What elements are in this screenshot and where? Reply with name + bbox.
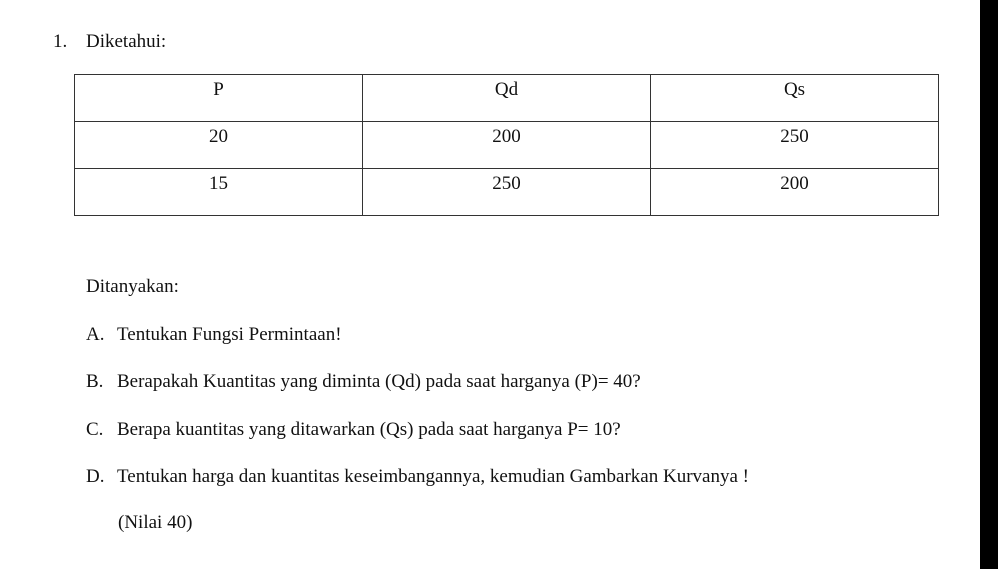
table-cell: 200 [363, 122, 651, 169]
table-cell: 20 [75, 122, 363, 169]
table-cell: 250 [363, 169, 651, 216]
list-item-b [86, 371, 641, 393]
list-item-a [86, 324, 342, 346]
given-label: Diketahui: [86, 31, 167, 52]
header-cell-qd: Qd [363, 75, 651, 122]
header-cell-p: P [75, 75, 363, 122]
question-number: 1. [53, 31, 68, 52]
price-quantity-table [74, 74, 939, 216]
list-item-c [86, 419, 621, 441]
item-text: Tentukan harga dan kuantitas keseimbangannya, kemudian Gambarkan Kurvanya ! [117, 466, 749, 487]
header-cell-qs: Qs [651, 75, 939, 122]
table-row [75, 169, 939, 216]
table-cell: 250 [651, 122, 939, 169]
table-header-row [75, 75, 939, 122]
list-item-d [86, 466, 749, 488]
item-letter: D. [86, 466, 105, 487]
item-letter: B. [86, 371, 104, 392]
item-text: Berapa kuantitas yang ditawarkan (Qs) pada saat harganya P= 10? [117, 419, 621, 440]
item-text: Berapakah Kuantitas yang diminta (Qd) pada saat harganya (P)= 40? [117, 371, 641, 392]
item-letter: A. [86, 324, 105, 345]
item-letter: C. [86, 419, 104, 440]
item-text: Tentukan Fungsi Permintaan! [117, 324, 342, 345]
score-note: (Nilai 40) [118, 512, 193, 533]
table-row [75, 122, 939, 169]
table-cell: 15 [75, 169, 363, 216]
asked-label: Ditanyakan: [86, 276, 179, 297]
table-cell: 200 [651, 169, 939, 216]
